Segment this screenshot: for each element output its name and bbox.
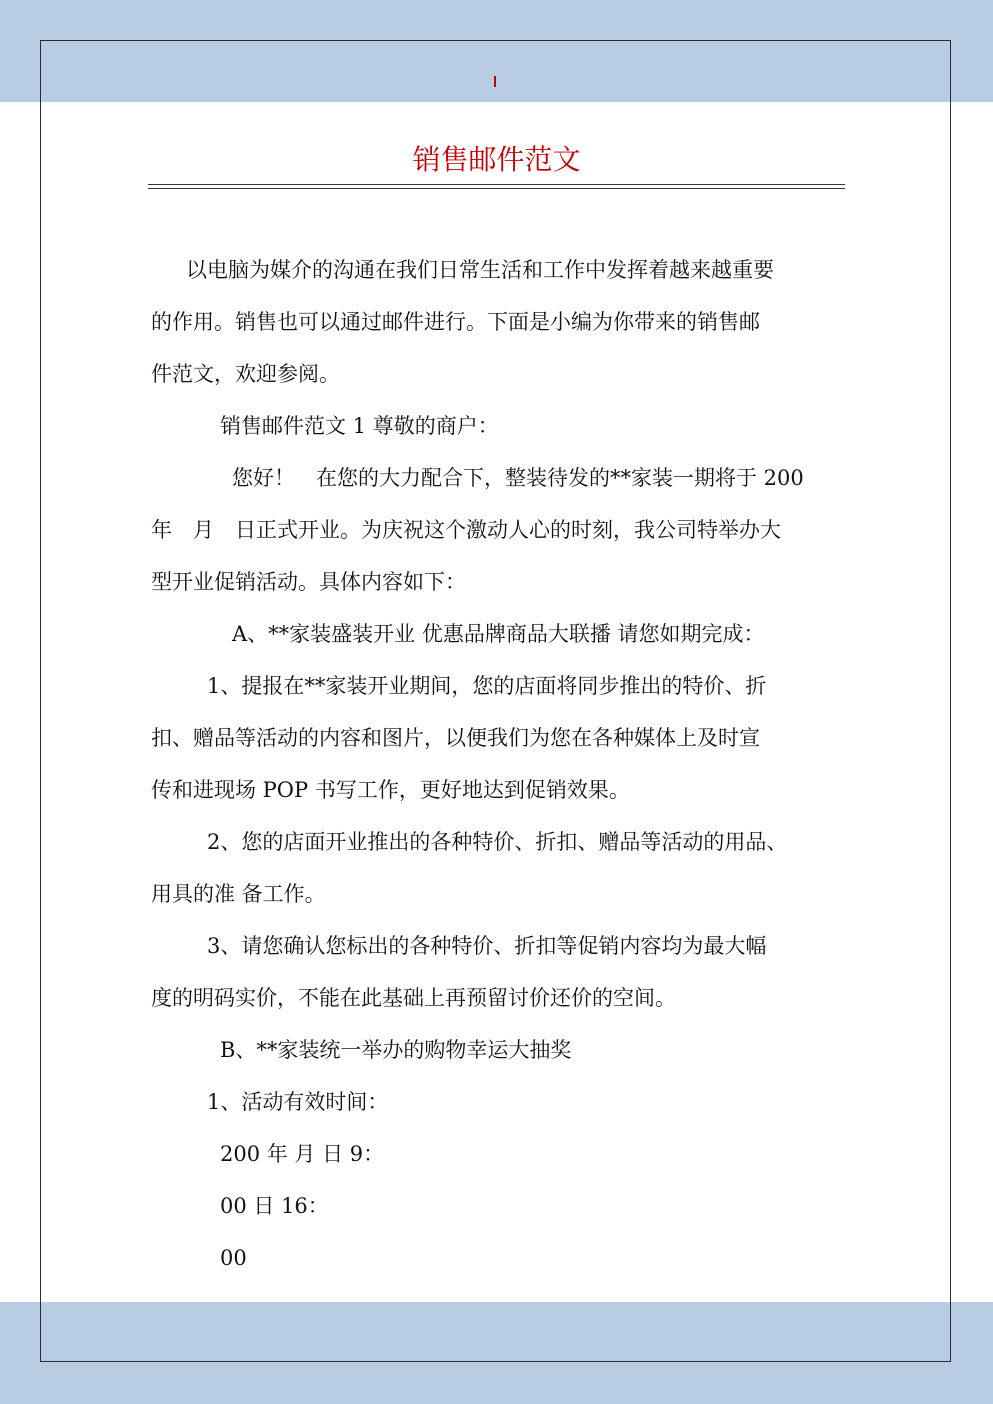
body-line-18: 200 年 月 日 9：	[220, 1142, 385, 1166]
body-line-13: 用具的准 备工作。	[151, 882, 326, 906]
body-line-2: 的作用。销售也可以通过邮件进行。下面是小编为你带来的销售邮	[151, 310, 760, 334]
body-line-14: 3、请您确认您标出的各种特价、折扣等促销内容均为最大幅	[207, 934, 767, 958]
body-line-5: 您好！ 在您的大力配合下，整装待发的**家装一期将于 200	[232, 466, 804, 490]
body-line-8: A、**家装盛装开业 优惠品牌商品大联播 请您如期完成：	[232, 622, 765, 646]
document-title: 销售邮件范文	[412, 143, 581, 176]
body-line-6: 年 月 日正式开业。为庆祝这个激动人心的时刻，我公司特举办大	[151, 518, 781, 542]
body-line-10: 扣、赠品等活动的内容和图片，以便我们为您在各种媒体上及时宣	[151, 726, 760, 750]
body-line-15: 度的明码实价，不能在此基础上再预留讨价还价的空间。	[151, 986, 676, 1010]
body-line-4: 销售邮件范文 1 尊敬的商户：	[220, 414, 499, 438]
body-line-17: 1、活动有效时间：	[207, 1090, 389, 1114]
body-line-19: 00 日 16：	[220, 1194, 329, 1218]
page-border	[40, 40, 951, 1362]
body-line-16: B、**家装统一举办的购物幸运大抽奖	[220, 1038, 572, 1062]
body-line-7: 型开业促销活动。具体内容如下：	[151, 570, 466, 594]
header-mark	[494, 76, 496, 87]
body-line-11: 传和进现场 POP 书写工作，更好地达到促销效果。	[151, 778, 630, 802]
title-rule-top	[148, 184, 845, 185]
body-line-9: 1、提报在**家装开业期间，您的店面将同步推出的特价、折	[207, 674, 767, 698]
body-line-3: 件范文，欢迎参阅。	[151, 362, 340, 386]
body-line-20: 00	[220, 1246, 247, 1270]
title-rule-bottom	[148, 188, 845, 189]
body-line-1: 以电脑为媒介的沟通在我们日常生活和工作中发挥着越来越重要	[186, 258, 774, 282]
body-line-12: 2、您的店面开业推出的各种特价、折扣、赠品等活动的用品、	[207, 830, 788, 854]
